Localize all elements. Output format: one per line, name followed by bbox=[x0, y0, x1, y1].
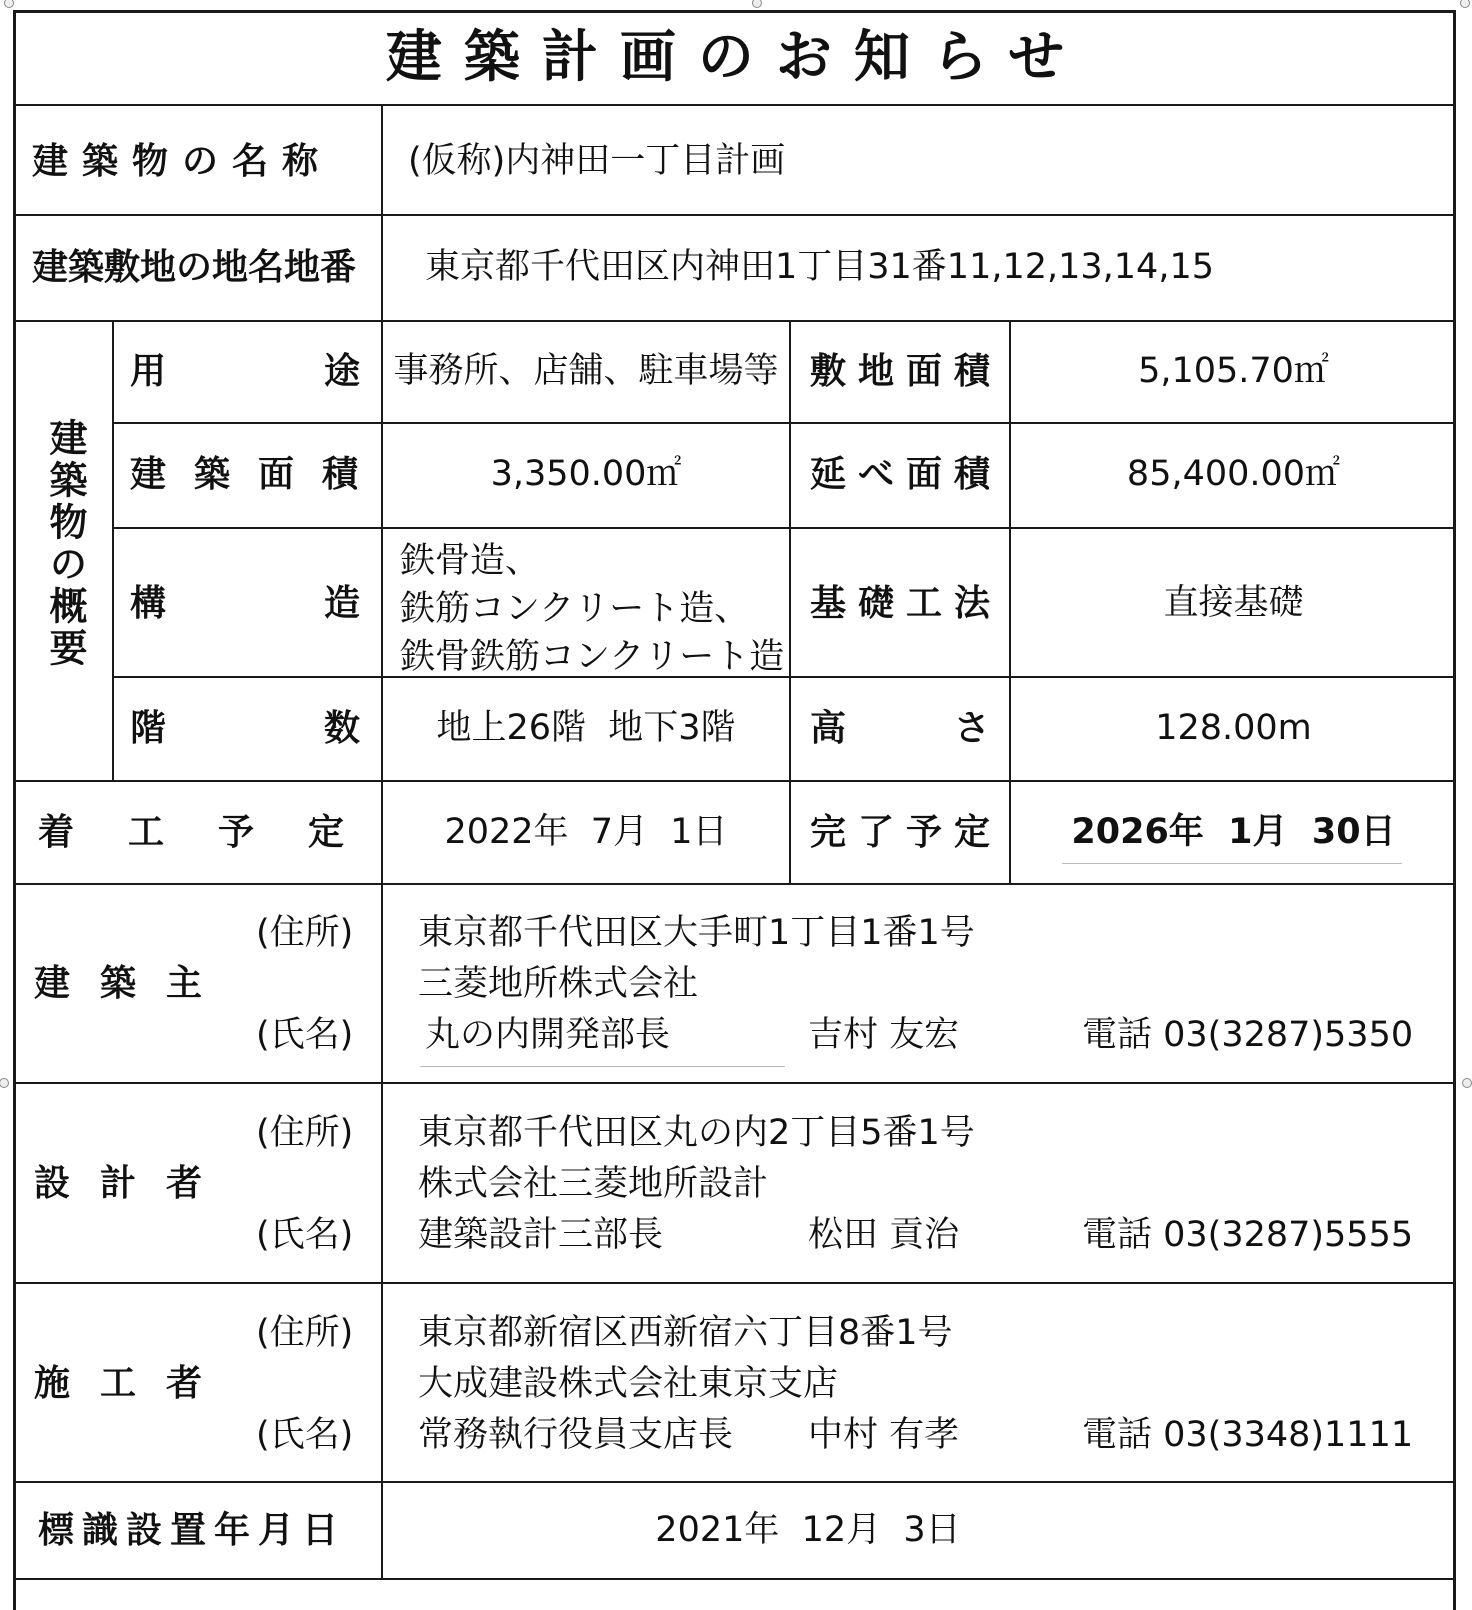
screw-icon bbox=[1460, 0, 1470, 8]
rule bbox=[789, 320, 791, 883]
rule bbox=[13, 320, 1456, 322]
rule bbox=[13, 780, 1456, 782]
building-name-value: (仮称)内神田一丁目計画 bbox=[408, 141, 786, 181]
building-area-value: 3,350.00㎡ bbox=[490, 454, 682, 494]
site-area-label: 敷地面積 bbox=[810, 351, 1003, 392]
owner-title: 丸の内開発部長 bbox=[425, 1015, 671, 1055]
contractor-company: 大成建設株式会社東京支店 bbox=[418, 1364, 839, 1404]
rule bbox=[13, 1578, 1456, 1580]
structure-label bbox=[130, 583, 360, 624]
designer-person: 松田 貢治 bbox=[808, 1215, 960, 1255]
use-label-b: 途 bbox=[323, 351, 360, 392]
overview-label bbox=[40, 418, 90, 670]
total-floor-area-value: 85,400.00㎡ bbox=[1126, 454, 1341, 494]
owner-address-label: (住所) bbox=[256, 913, 354, 953]
start-label: 着工予定 bbox=[38, 812, 399, 853]
building-name-label: 建築物の名称 bbox=[32, 141, 333, 182]
height-value: 128.00m bbox=[1155, 708, 1312, 748]
underline bbox=[420, 1066, 785, 1067]
contractor-address: 東京都新宿区西新宿六丁目8番1号 bbox=[418, 1313, 953, 1353]
use-label bbox=[130, 351, 360, 392]
foundation-value: 直接基礎 bbox=[1163, 583, 1304, 623]
structure-line: 鉄骨鉄筋コンクリート造 bbox=[400, 637, 785, 677]
designer-name-label: (氏名) bbox=[256, 1215, 354, 1255]
screw-icon bbox=[4, 0, 14, 8]
rule bbox=[13, 1282, 1456, 1284]
contractor-name-label: (氏名) bbox=[256, 1415, 354, 1455]
site-area-value: 5,105.70㎡ bbox=[1138, 351, 1329, 391]
structure-line: 鉄筋コンクリート造、 bbox=[400, 589, 750, 629]
rule bbox=[112, 676, 1456, 678]
overview-label-text: 建築物の概要 bbox=[43, 418, 87, 670]
rule bbox=[112, 527, 1456, 529]
use-value: 事務所、店舗、駐車場等 bbox=[393, 351, 779, 391]
structure-label-b: 造 bbox=[323, 583, 360, 624]
floors-value: 地上26階 地下3階 bbox=[436, 708, 736, 748]
contractor-address-label: (住所) bbox=[256, 1313, 354, 1353]
designer-phone: 電話 03(3287)5555 bbox=[1082, 1215, 1414, 1255]
owner-address: 東京都千代田区大手町1丁目1番1号 bbox=[418, 913, 975, 953]
owner-name-label: (氏名) bbox=[256, 1015, 354, 1055]
site-value: 東京都千代田区内神田1丁目31番11,12,13,14,15 bbox=[425, 247, 1214, 287]
designer-company: 株式会社三菱地所設計 bbox=[418, 1164, 769, 1204]
designer-address: 東京都千代田区丸の内2丁目5番1号 bbox=[418, 1113, 975, 1153]
owner-person: 吉村 友宏 bbox=[808, 1015, 960, 1055]
owner-label: 建築主 bbox=[34, 963, 233, 1004]
designer-label: 設計者 bbox=[34, 1163, 233, 1204]
start-value: 2022年 7月 1日 bbox=[444, 812, 728, 852]
designer-title: 建築設計三部長 bbox=[418, 1215, 664, 1255]
height-label-a: 高 bbox=[810, 708, 847, 749]
underline bbox=[1062, 863, 1402, 864]
floors-label-a: 階 bbox=[130, 708, 167, 749]
site-label: 建築敷地の地名地番 bbox=[32, 247, 357, 288]
rule bbox=[13, 1082, 1456, 1084]
height-label bbox=[810, 708, 990, 749]
rule bbox=[13, 883, 1456, 885]
total-floor-area-label: 延べ面積 bbox=[810, 454, 1003, 495]
floors-label bbox=[130, 708, 360, 749]
completion-label: 完了予定 bbox=[810, 812, 1003, 853]
owner-company: 三菱地所株式会社 bbox=[418, 964, 699, 1004]
building-area-label: 建築面積 bbox=[130, 454, 387, 495]
structure-line: 鉄骨造、 bbox=[400, 541, 541, 581]
sign-date-value: 2021年 12月 3日 bbox=[655, 1510, 961, 1550]
contractor-label: 施工者 bbox=[34, 1363, 233, 1404]
foundation-label: 基礎工法 bbox=[810, 583, 1003, 624]
structure-label-a: 構 bbox=[130, 583, 167, 624]
screw-icon bbox=[0, 1078, 9, 1088]
rule bbox=[13, 104, 1456, 106]
rule bbox=[112, 320, 114, 780]
use-label-a: 用 bbox=[130, 351, 167, 392]
height-label-b: さ bbox=[953, 708, 990, 749]
floors-label-b: 数 bbox=[323, 708, 360, 749]
page-title: 建築計画のお知らせ bbox=[385, 25, 1087, 90]
owner-phone: 電話 03(3287)5350 bbox=[1082, 1015, 1414, 1055]
designer-address-label: (住所) bbox=[256, 1113, 354, 1153]
rule bbox=[112, 422, 1456, 424]
contractor-person: 中村 有孝 bbox=[808, 1415, 960, 1455]
contractor-title: 常務執行役員支店長 bbox=[418, 1415, 734, 1455]
sign-date-label: 標識設置年月日 bbox=[38, 1510, 347, 1551]
rule bbox=[13, 1481, 1456, 1483]
screw-icon bbox=[1462, 1078, 1472, 1088]
screw-icon bbox=[752, 0, 762, 8]
contractor-phone: 電話 03(3348)1111 bbox=[1082, 1415, 1414, 1455]
rule bbox=[13, 214, 1456, 216]
completion-value: 2026年 1月 30日 bbox=[1071, 812, 1396, 852]
